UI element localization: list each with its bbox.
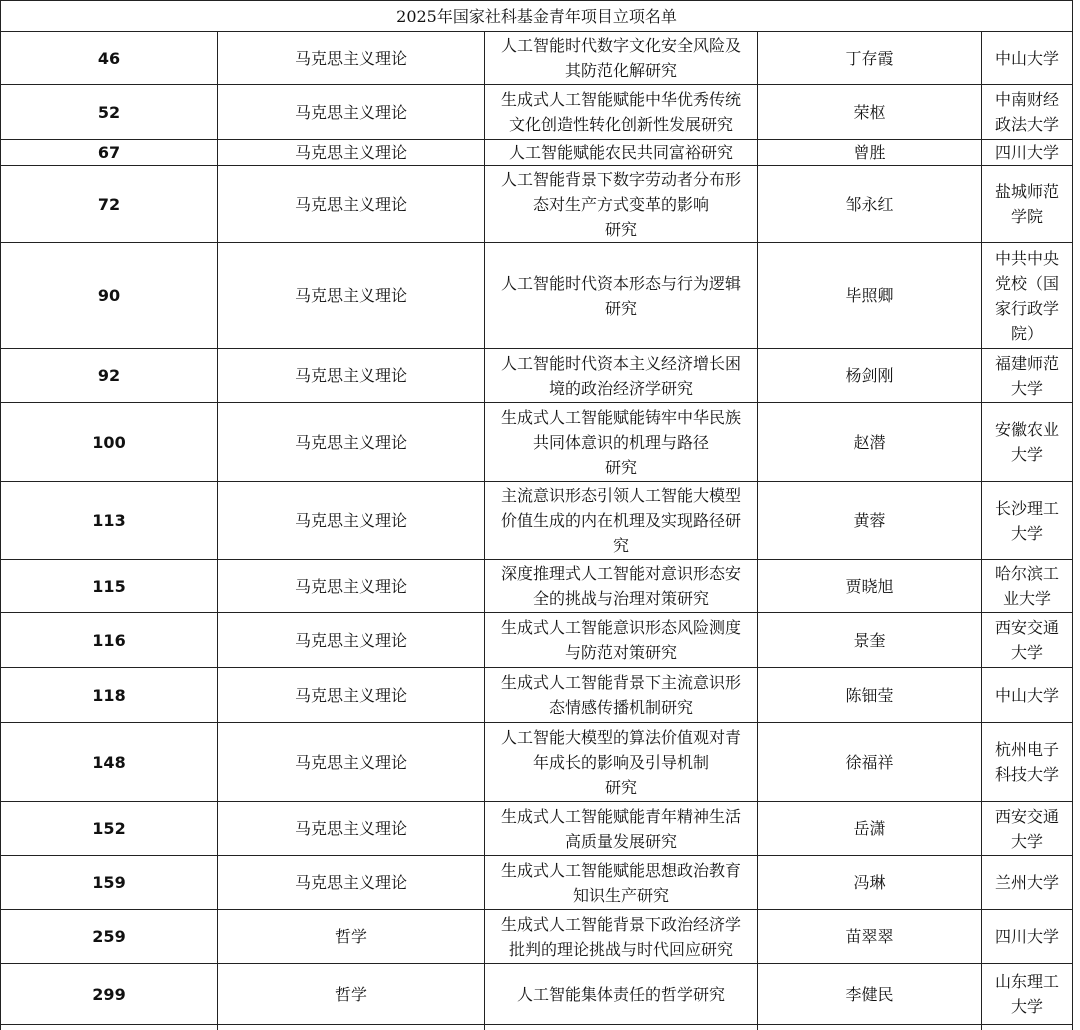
discipline: 马克思主义理论 [218, 403, 485, 482]
work-unit-line: 党校（国 [995, 273, 1060, 293]
project-title-line: 共同体意识的机理与路径 [532, 432, 709, 452]
work-unit-line: 兰州大学 [995, 873, 1060, 892]
work-unit-line: 中南财经 [995, 90, 1060, 109]
project-number: 116 [1, 613, 218, 668]
project-title-line: 究 [612, 536, 629, 555]
project-title-line: 其防范化解研究 [564, 61, 677, 80]
work-unit [982, 723, 1073, 802]
project-leader: 景奎 [758, 613, 982, 668]
project-leader: 杨剑刚 [758, 349, 982, 403]
work-unit [982, 403, 1073, 482]
work-unit-line: 福建师范 [995, 353, 1060, 373]
table-row [1, 856, 1073, 910]
empty-cell [218, 1025, 485, 1030]
empty-cell [982, 1025, 1073, 1030]
project-title [485, 964, 758, 1025]
project-title-line: 生成式人工智能赋能思想政治教育 [500, 860, 741, 880]
project-title [485, 910, 758, 964]
empty-cell [1, 1025, 218, 1030]
project-number: 299 [1, 964, 218, 1025]
project-title-line: 与防范对策研究 [564, 643, 677, 662]
project-title-line: 人工智能集体责任的哲学研究 [516, 984, 725, 1004]
project-title-line: 生成式人工智能背景下主流意识形 [500, 673, 741, 692]
project-title-line: 价值生成的内在机理及实现路径研 [500, 511, 741, 530]
table-row [1, 349, 1073, 403]
table-row [1, 85, 1073, 140]
work-unit-line: 家行政学 [995, 298, 1060, 318]
project-leader: 曾胜 [758, 140, 982, 166]
work-unit-line: 大学 [1011, 997, 1044, 1016]
table-row-partial [1, 1025, 1073, 1030]
project-title-line: 生成式人工智能赋能中华优秀传统 [500, 90, 741, 109]
work-unit-line: 中山大学 [995, 685, 1060, 705]
work-unit-line: 科技大学 [995, 765, 1060, 784]
project-leader: 邹永红 [758, 166, 982, 243]
project-number: 115 [1, 560, 218, 613]
project-number: 159 [1, 856, 218, 910]
table-row [1, 403, 1073, 482]
project-title-line: 研究 [604, 777, 637, 797]
project-leader: 李健民 [758, 964, 982, 1025]
work-unit [982, 32, 1073, 85]
project-title-line: 人工智能时代资本主义经济增长困 [500, 353, 741, 373]
project-title-line: 生成式人工智能赋能青年精神生活 [500, 806, 741, 826]
work-unit-line: 政法大学 [995, 115, 1060, 134]
project-title [485, 32, 758, 85]
project-leader: 丁存霞 [758, 32, 982, 85]
project-number: 67 [1, 140, 218, 166]
project-leader: 毕照卿 [758, 243, 982, 349]
discipline: 马克思主义理论 [218, 856, 485, 910]
project-title [485, 243, 758, 349]
work-unit-line: 杭州电子 [995, 740, 1060, 759]
table-row [1, 723, 1073, 802]
title-row [1, 1, 1073, 32]
project-title [485, 349, 758, 403]
project-title-line: 人工智能时代数字文化安全风险及 [500, 36, 741, 55]
table-row [1, 613, 1073, 668]
project-number: 46 [1, 32, 218, 85]
discipline: 马克思主义理论 [218, 723, 485, 802]
project-title-line: 全的挑战与治理对策研究 [532, 589, 709, 608]
work-unit-line: 西安交通 [995, 618, 1060, 637]
project-title-line: 人工智能时代资本形态与行为逻辑 [500, 273, 741, 293]
table-row [1, 32, 1073, 85]
discipline: 马克思主义理论 [218, 140, 485, 166]
work-unit-line: 四川大学 [995, 927, 1060, 946]
project-title-line: 研究 [604, 457, 637, 477]
project-title-line: 研究 [604, 298, 637, 318]
project-number: 148 [1, 723, 218, 802]
project-title-line: 态情感传播机制研究 [548, 698, 693, 717]
work-unit [982, 856, 1073, 910]
project-leader: 冯琳 [758, 856, 982, 910]
work-unit [982, 349, 1073, 403]
project-title-line: 生成式人工智能背景下政治经济学 [500, 914, 741, 934]
discipline: 马克思主义理论 [218, 166, 485, 243]
project-number: 113 [1, 482, 218, 560]
project-title-line: 生成式人工智能意识形态风险测度 [500, 618, 741, 637]
project-title-line: 高质量发展研究 [564, 831, 677, 851]
empty-cell [758, 1025, 982, 1030]
work-unit-line: 中共中央 [995, 248, 1060, 268]
project-title-line: 态对生产方式变革的影响 [532, 194, 709, 214]
project-title [485, 856, 758, 910]
project-title-line: 主流意识形态引领人工智能大模型 [500, 486, 741, 505]
work-unit-line: 大学 [1011, 831, 1044, 851]
work-unit-line: 大学 [1011, 643, 1044, 662]
work-unit-line: 业大学 [1003, 589, 1052, 608]
work-unit [982, 802, 1073, 856]
work-unit [982, 85, 1073, 140]
work-unit-line: 山东理工 [995, 972, 1060, 991]
table-row [1, 166, 1073, 243]
work-unit [982, 964, 1073, 1025]
work-unit [982, 166, 1073, 243]
project-title-line: 深度推理式人工智能对意识形态安 [500, 564, 741, 583]
project-number: 259 [1, 910, 218, 964]
work-unit-line: 四川大学 [995, 143, 1060, 162]
work-unit-line: 长沙理工 [995, 498, 1060, 518]
discipline: 马克思主义理论 [218, 85, 485, 140]
work-unit-line: 院） [1011, 323, 1044, 343]
project-title [485, 166, 758, 243]
project-title-line: 批判的理论挑战与时代回应研究 [508, 939, 733, 959]
work-unit [982, 668, 1073, 723]
project-leader: 贾晓旭 [758, 560, 982, 613]
discipline: 哲学 [218, 964, 485, 1025]
table-row [1, 140, 1073, 166]
project-title [485, 140, 758, 166]
document-title: 2025年国家社科基金青年项目立项名单 [1, 1, 1073, 32]
table-body [1, 1, 1073, 1030]
table-row [1, 802, 1073, 856]
project-title-line: 知识生产研究 [572, 885, 669, 905]
work-unit-line: 大学 [1011, 445, 1044, 464]
project-title-line: 人工智能赋能农民共同富裕研究 [508, 143, 733, 162]
project-title [485, 802, 758, 856]
work-unit-line: 中山大学 [995, 48, 1060, 68]
project-number: 92 [1, 349, 218, 403]
project-title-line: 年成长的影响及引导机制 [532, 752, 709, 772]
project-leader: 苗翠翠 [758, 910, 982, 964]
project-title [485, 403, 758, 482]
work-unit-line: 大学 [1011, 378, 1044, 398]
project-leader: 岳潇 [758, 802, 982, 856]
discipline: 马克思主义理论 [218, 613, 485, 668]
project-title [485, 560, 758, 613]
table-row [1, 910, 1073, 964]
project-number: 52 [1, 85, 218, 140]
work-unit [982, 910, 1073, 964]
empty-cell [485, 1025, 758, 1030]
project-title-line: 文化创造性转化创新性发展研究 [508, 115, 733, 134]
discipline: 马克思主义理论 [218, 243, 485, 349]
project-number: 118 [1, 668, 218, 723]
table-row [1, 964, 1073, 1025]
work-unit [982, 560, 1073, 613]
work-unit-line: 安徽农业 [995, 420, 1060, 439]
project-leader: 黄蓉 [758, 482, 982, 560]
work-unit-line: 学院 [1011, 207, 1044, 226]
project-number: 90 [1, 243, 218, 349]
project-number: 152 [1, 802, 218, 856]
work-unit [982, 482, 1073, 560]
project-title [485, 723, 758, 802]
table-row [1, 560, 1073, 613]
project-title-line: 人工智能背景下数字劳动者分布形 [500, 169, 741, 189]
project-title-line: 生成式人工智能赋能铸牢中华民族 [500, 407, 741, 427]
discipline: 马克思主义理论 [218, 668, 485, 723]
discipline: 马克思主义理论 [218, 482, 485, 560]
project-title [485, 668, 758, 723]
project-title [485, 482, 758, 560]
project-title-line: 研究 [604, 219, 637, 239]
project-number: 72 [1, 166, 218, 243]
work-unit [982, 613, 1073, 668]
work-unit-line: 哈尔滨工 [995, 564, 1060, 583]
discipline: 马克思主义理论 [218, 349, 485, 403]
discipline: 马克思主义理论 [218, 32, 485, 85]
project-leader: 陈钿莹 [758, 668, 982, 723]
project-title [485, 85, 758, 140]
work-unit-line: 西安交通 [995, 806, 1060, 826]
project-leader: 徐福祥 [758, 723, 982, 802]
project-number: 100 [1, 403, 218, 482]
work-unit-line: 大学 [1011, 523, 1044, 543]
work-unit [982, 243, 1073, 349]
table-row [1, 668, 1073, 723]
discipline: 马克思主义理论 [218, 560, 485, 613]
table-row [1, 243, 1073, 349]
project-title-line: 境的政治经济学研究 [548, 378, 693, 398]
table-row [1, 482, 1073, 560]
project-title [485, 613, 758, 668]
discipline: 哲学 [218, 910, 485, 964]
project-title-line: 人工智能大模型的算法价值观对青 [500, 727, 741, 747]
discipline: 马克思主义理论 [218, 802, 485, 856]
project-leader: 荣枢 [758, 85, 982, 140]
project-leader: 赵潜 [758, 403, 982, 482]
work-unit [982, 140, 1073, 166]
work-unit-line: 盐城师范 [995, 182, 1060, 201]
